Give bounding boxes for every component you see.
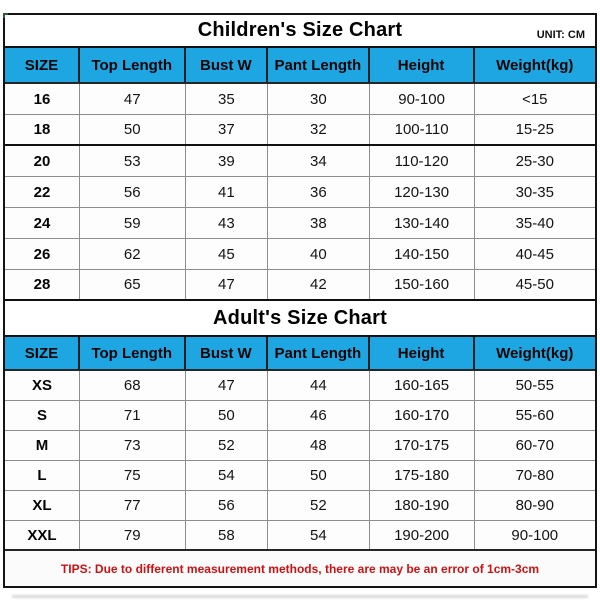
value-cell: 77 [80,491,186,520]
table-row [5,371,595,401]
column-header: Weight(kg) [496,56,574,74]
column-header: Bust W [186,337,269,369]
table-row [5,146,595,177]
value-cell: 175-180 [370,461,475,490]
value-cell: 52 [268,491,369,520]
adult-header-row [5,337,595,371]
value-cell: 160-170 [370,401,475,430]
size-cell: XS [5,371,80,400]
children-header-row [5,48,595,84]
value-cell: 56 [186,491,269,520]
value-cell: 140-150 [370,239,475,269]
value-cell: 53 [80,146,186,176]
table-row [5,491,595,521]
value-cell: 50 [186,401,269,430]
value-cell: 45-50 [515,276,554,293]
value-cell: 47 [186,270,269,299]
value-cell: 68 [80,371,186,400]
value-cell: 100-110 [370,115,475,144]
value-cell: 54 [268,521,369,549]
value-cell: 160-165 [370,371,475,400]
table-row [5,208,595,239]
value-cell: 52 [186,431,269,460]
column-header: Weight(kg) [496,344,574,362]
value-cell: 38 [268,208,369,238]
size-cell: 24 [5,208,80,238]
value-cell: 75 [80,461,186,490]
value-cell: 41 [186,177,269,207]
value-cell: 35 [186,84,269,114]
value-cell: 30-35 [515,183,554,201]
table-row [5,401,595,431]
value-cell: 36 [268,177,369,207]
value-cell: 79 [80,521,186,549]
value-cell: 42 [268,270,369,299]
size-cell: L [5,461,80,490]
value-cell: 56 [80,177,186,207]
size-chart-box [3,13,597,588]
value-cell: 45 [186,239,269,269]
adults-size-chart [5,301,595,551]
value-cell: 54 [186,461,269,490]
value-cell: 46 [268,401,369,430]
value-cell: 47 [80,84,186,114]
children-size-chart [5,15,595,301]
value-cell: 40 [268,239,369,269]
value-cell: 150-160 [370,270,475,299]
value-cell: 90-100 [511,526,559,544]
value-cell: 40-45 [515,245,554,263]
value-cell: 50 [268,461,369,490]
column-header: Top Length [80,337,186,369]
table-row [5,115,595,146]
value-cell: 71 [80,401,186,430]
value-cell: 62 [80,239,186,269]
adult-title-row [5,301,595,337]
value-cell: 170-175 [370,431,475,460]
size-cell: XXL [5,521,80,549]
value-cell: 73 [80,431,186,460]
table-row [5,270,595,301]
size-cell: 26 [5,239,80,269]
value-cell: 70-80 [515,467,554,484]
value-cell: 47 [186,371,269,400]
value-cell: <15 [522,90,548,108]
size-cell: XL [5,491,80,520]
size-cell: 20 [5,146,80,176]
tips-note: TIPS: Due to different measurement methods, there are may be an error of 1cm-3cm [60,561,540,576]
size-cell: 16 [5,84,80,114]
value-cell: 48 [268,431,369,460]
table-row [5,521,595,551]
value-cell: 32 [268,115,369,144]
column-header: Pant Length [268,337,369,369]
value-cell: 44 [268,371,369,400]
column-header: Height [370,48,475,82]
column-header: Height [370,337,475,369]
size-cell: S [5,401,80,430]
size-cell: 18 [5,115,80,144]
column-header: Top Length [80,48,186,82]
table-row [5,177,595,208]
value-cell: 60-70 [515,437,554,454]
bottom-edge-shadow [12,595,588,598]
column-header: SIZE [5,48,80,82]
adult-chart-title: Adult's Size Chart [213,306,387,329]
value-cell: 180-190 [370,491,475,520]
value-cell: 58 [186,521,269,549]
value-cell: 50 [80,115,186,144]
tips-row [5,551,595,586]
value-cell: 43 [186,208,269,238]
value-cell: 65 [80,270,186,299]
size-cell: 22 [5,177,80,207]
table-row [5,84,595,115]
value-cell: 110-120 [370,146,475,176]
value-cell: 59 [80,208,186,238]
value-cell: 80-90 [515,497,554,514]
value-cell: 35-40 [515,214,554,232]
value-cell: 30 [268,84,369,114]
value-cell: 34 [268,146,369,176]
value-cell: 25-30 [515,152,554,170]
value-cell: 190-200 [370,521,475,549]
value-cell: 90-100 [370,84,475,114]
value-cell: 39 [186,146,269,176]
value-cell: 15-25 [515,121,554,138]
value-cell: 120-130 [370,177,475,207]
value-cell: 130-140 [370,208,475,238]
children-chart-title: Children's Size Chart [197,19,403,41]
value-cell: 37 [186,115,269,144]
size-cell: M [5,431,80,460]
value-cell: 55-60 [515,407,554,424]
table-row [5,431,595,461]
value-cell: 50-55 [515,377,554,394]
column-header: Pant Length [268,48,369,82]
unit-label: UNIT: CM [536,29,585,41]
size-cell: 28 [5,270,80,299]
children-title-row [5,15,595,48]
table-row [5,239,595,270]
column-header: SIZE [5,337,80,369]
table-row [5,461,595,491]
column-header: Bust W [186,48,269,82]
